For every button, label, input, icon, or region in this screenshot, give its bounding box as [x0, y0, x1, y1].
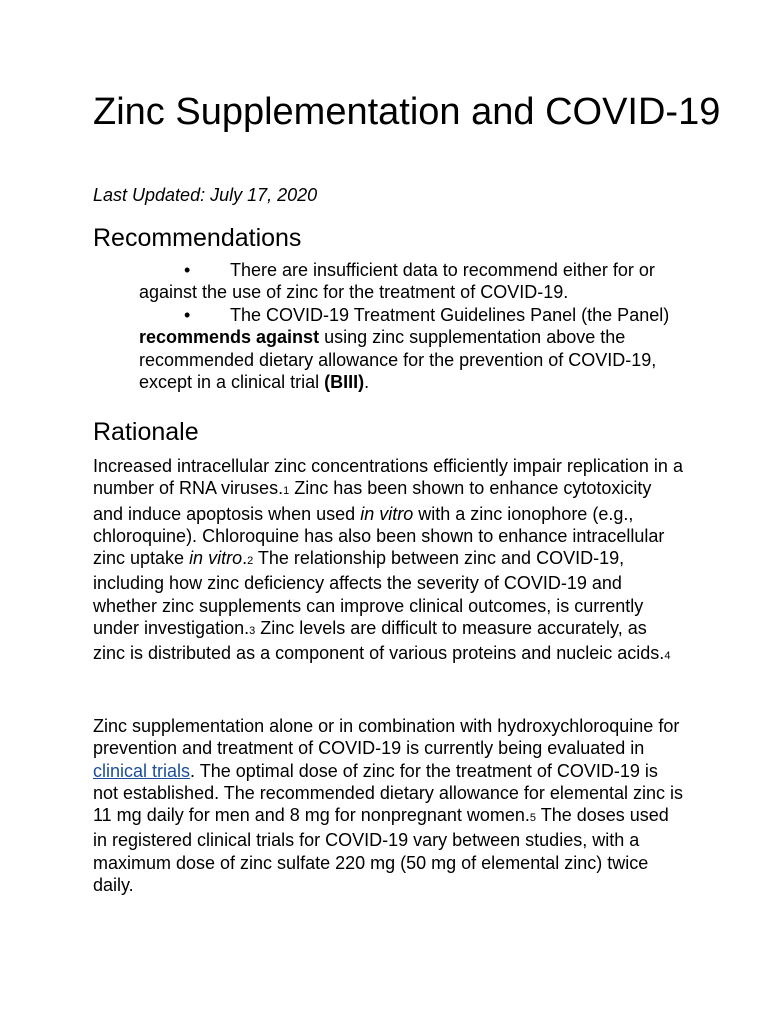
- paragraph-text: with a zinc ionophore (e.g., chloroquine). Chloroquine has also been shown to enhance intracellular zinc uptake: [93, 503, 665, 569]
- reference-marker: 4: [664, 650, 671, 663]
- recommendation-text: There are insufficient data to recommend either for or against the use of zinc for the treatment of COVID-19.: [139, 260, 655, 303]
- recommendation-text: using zinc supplementation above the recommended dietary allowance for the prevention of COVID-19, except in a clinical trial: [139, 327, 657, 393]
- recommendation-text: .: [364, 372, 370, 393]
- rationale-heading: Rationale: [93, 418, 199, 446]
- evidence-rating: (BIII): [324, 372, 365, 393]
- rationale-paragraph: [93, 715, 683, 896]
- paragraph-text: Increased intracellular zinc concentrations efficiently impair replication in a number of RNA viruses.: [93, 456, 683, 499]
- recommendations-heading: Recommendations: [93, 224, 302, 252]
- paragraph-text: .: [242, 548, 248, 569]
- recommendation-item: [139, 259, 699, 304]
- paragraph-text: Zinc supplementation alone or in combination with hydroxychloroquine for prevention and treatment of COVID-19 is currently being evaluated in: [93, 716, 680, 759]
- reference-marker: 1: [283, 485, 290, 498]
- bullet-icon: •: [184, 260, 191, 280]
- reference-marker: 2: [247, 555, 254, 568]
- paragraph-text: The relationship between zinc and COVID-19, including how zinc deficiency affects the severity of COVID-19 and whether zinc supplements can improve clinical outcomes, is currently under investigation.: [93, 548, 644, 639]
- paragraph-text: Zinc has been shown to enhance cytotoxicity and induce apoptosis when used: [93, 478, 652, 524]
- recommendation-text: The COVID-19 Treatment Guidelines Panel (the Panel): [230, 304, 670, 325]
- paragraph-text: The doses used in registered clinical trials for COVID-19 vary between studies, with a maximum dose of zinc sulfate 220 mg (50 mg of elemental zinc) twice daily.: [93, 805, 669, 896]
- recommendation-strength: recommends against: [139, 327, 320, 348]
- italic-term: in vitro: [189, 548, 243, 569]
- recommendation-item: [139, 304, 699, 394]
- reference-marker: 5: [529, 812, 537, 825]
- last-updated: Last Updated: July 17, 2020: [93, 185, 318, 205]
- reference-marker: 3: [249, 625, 256, 638]
- bullet-icon: •: [184, 304, 191, 325]
- paragraph-text: Zinc levels are difficult to measure accurately, as zinc is distributed as a component of various proteins and nucleic acids.: [93, 618, 665, 664]
- clinical-trials-link[interactable]: clinical trials: [93, 760, 191, 781]
- rationale-paragraph: [93, 455, 683, 668]
- italic-term: in vitro: [360, 503, 414, 524]
- paragraph-text: . The optimal dose of zinc for the treatment of COVID-19 is not established. The recommended dietary allowance for elemental zinc is 11 mg daily for men and 8 mg for nonpregnant women.: [93, 760, 683, 826]
- page-title: Zinc Supplementation and COVID-19: [93, 91, 721, 133]
- recommendations-list: [139, 259, 699, 393]
